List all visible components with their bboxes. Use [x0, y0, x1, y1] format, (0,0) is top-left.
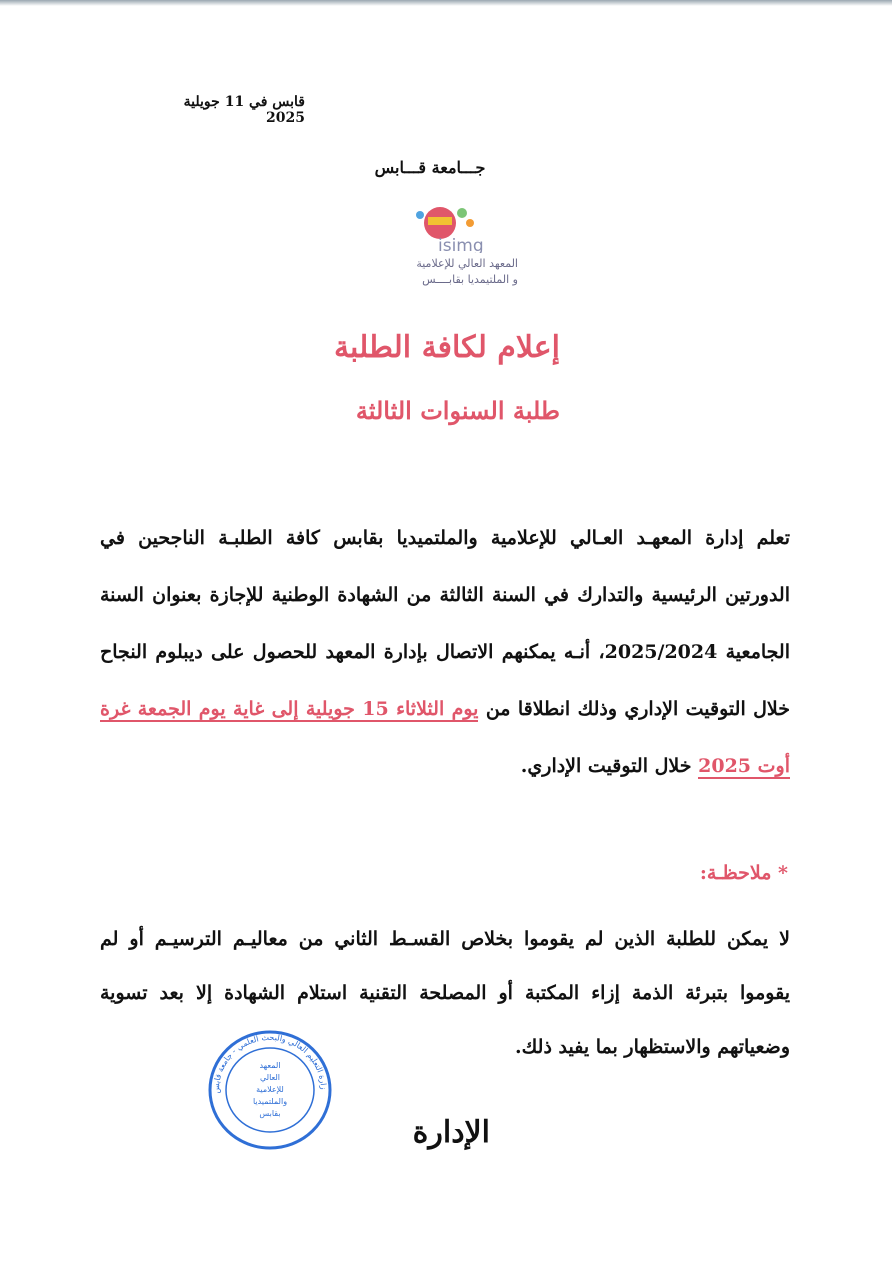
announcement-subtitle: طلبة السنوات الثالثة [355, 396, 560, 425]
body-part-1: تعلم إدارة المعهـد العـالي للإعلامية والملتميديا بقابس كافة الطلبـة الناجحين في الدورتين الرئيسية والتدارك في السنة الثالثة من الشهادة الوطنية للإجازة بعنوان السنة الجامعية 2025/2024، أنـه يمكنهم الاتصال بإدارة المعهد للحصول على ديبلوم النجاح خلال التوقيت الإداري وذلك انطلاقا من [100, 527, 790, 720]
signature-administration: الإدارة [412, 1115, 490, 1150]
stamp-line-4: والملتميديا [252, 1097, 288, 1106]
institute-logo [378, 205, 518, 295]
scan-edge [0, 0, 892, 6]
stamp-line-1: المعهد [259, 1061, 281, 1070]
logo-dot-green [457, 208, 467, 218]
stamp-outer-text: زارة التعليم العالي والبحث العلمي - جامعة قابس [211, 1032, 329, 1094]
logo-dot-orange [466, 219, 474, 227]
body-part-2: خلال التوقيت الإداري. [520, 755, 692, 777]
logo-dot-blue [416, 211, 424, 219]
note-text: لا يمكن للطلبة الذين لم يقوموا بخلاص القسـط الثاني من معاليـم الترسيـم أو لم يقوموا بتبرئة الذمة إزاء المكتبة أو المصلحة التقنية استلام الشهادة إلا بعد تسوية وضعياتهم والاستظهار بما يفيد ذلك. [100, 928, 790, 1058]
stamp-seal [205, 1028, 335, 1153]
stamp-line-5: بقابس [259, 1109, 281, 1118]
logo-line-2: و الملتيمديا بقابــــس [422, 273, 518, 286]
document-date: قابس في 11 جويلية 2025 [183, 94, 305, 126]
university-name: جـــامعة قـــابس [374, 158, 486, 177]
stamp-line-3: للإعلامية [256, 1085, 284, 1094]
logo-line-1: المعهد العالي للإعلامية [416, 257, 518, 270]
logo-emblem [378, 205, 518, 253]
logo-acronym: isimg [438, 236, 484, 253]
announcement-title: إعلام لكافة الطلبة [333, 330, 560, 365]
announcement-body [100, 510, 790, 795]
official-stamp [205, 1028, 335, 1153]
note-label: * ملاحظـة: [699, 862, 788, 884]
date-range-highlight: يوم الثلاثاء 15 جويلية إلى غاية يوم الجمعة غرة أوت 2025 [100, 698, 790, 777]
logo-band [428, 217, 452, 225]
stamp-line-2: العالي [259, 1073, 281, 1082]
